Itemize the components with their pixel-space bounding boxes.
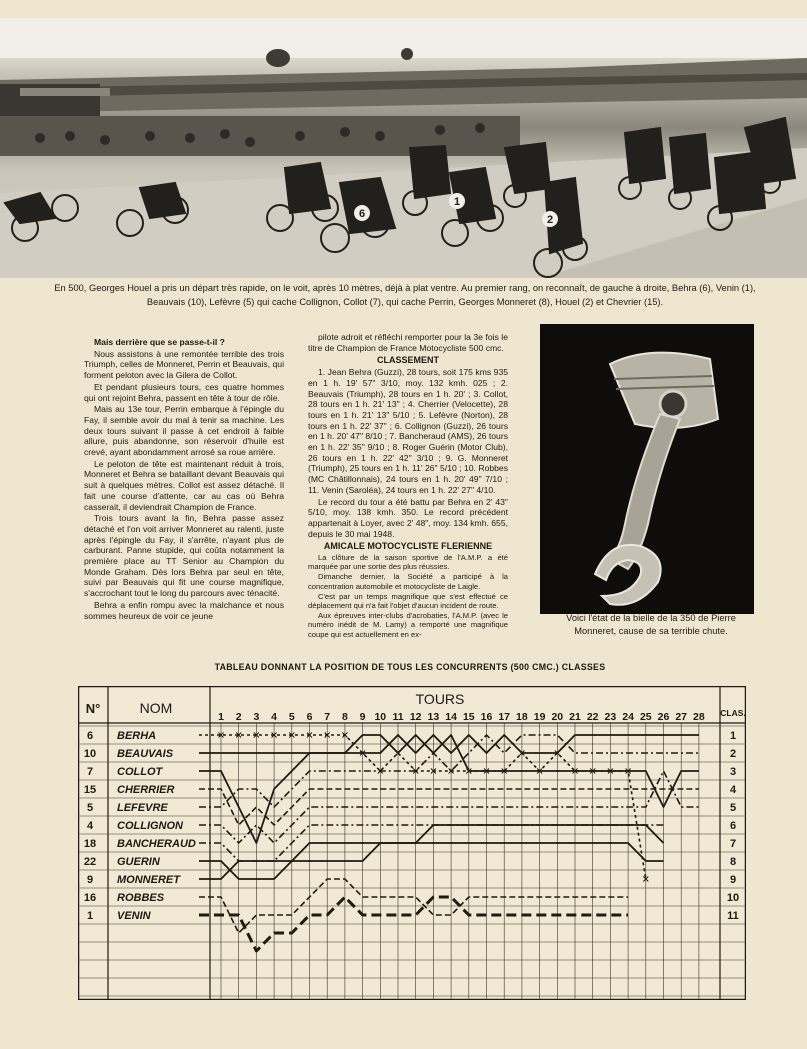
article-column-1 — [84, 337, 284, 622]
article-column-2 — [308, 332, 508, 640]
rider-final-position: 6 — [729, 820, 737, 832]
lap-tick-label: 5 — [288, 711, 295, 723]
lap-tick-label: 13 — [427, 711, 440, 723]
record-text: Le record du tour a été battu par Behra en 2' 43" 5/10, moy. 138 kmh. 350. Le record précédent appartenait à Loyer, avec 2' 48", moy. 134 kmh. 655, depuis le 30 mai 1948. — [308, 496, 508, 539]
header-classement: CLAS. — [720, 708, 746, 718]
bike-number-1: 1 — [453, 196, 461, 208]
connecting-rod-caption: Voici l'état de la bielle de la 350 de Pierre Monneret, cause de sa terrible chute. — [566, 613, 736, 636]
amicale-paragraph: La clôture de la saison sportive de l'A.M.P. a été marquée par une sortie des plus réussies. — [308, 553, 508, 572]
rider-number: 10 — [83, 748, 97, 760]
rider-final-position: 2 — [729, 748, 737, 760]
rider-name: BERHA — [117, 730, 157, 742]
lap-tick-label: 11 — [392, 711, 404, 723]
article-paragraph: Mais derrière que se passe-t-il ? — [94, 337, 225, 347]
article-paragraph: Mais au 13e tour, Perrin embarque à l'épingle du Fay, il semble avoir du mal à tenir sa machine. Les deux tours suivant il passe à cet endroit à faible allure, puis abandonne, son réservoir d'huile est crevé, ayant abondamment arrosé sa roue arrière. — [84, 404, 284, 458]
amicale-heading: AMICALE MOTOCYCLISTE FLERIENNE — [323, 541, 493, 552]
lap-tick-label: 22 — [586, 711, 599, 723]
rider-number: 9 — [86, 874, 94, 886]
bike-number-2: 2 — [546, 214, 554, 226]
rider-name: ROBBES — [117, 892, 165, 904]
rider-name: GUERIN — [117, 856, 160, 868]
lap-tick-label: 15 — [462, 711, 475, 723]
lap-tick-label: 8 — [341, 711, 348, 723]
lap-tick-label: 24 — [622, 711, 634, 723]
rider-name: COLLIGNON — [117, 820, 183, 832]
rider-name: CHERRIER — [117, 784, 175, 796]
article-paragraph: Le peloton de tête est maintenant réduit à trois, Monneret et Behra se bataillant devant Beauvais qui suit à quelques mètres. Collot est assez détaché. Il fait une course d'attente, car au cas où Behra casserait, il deviendrait Champion de France. — [84, 458, 284, 512]
lap-tick-label: 27 — [675, 711, 688, 723]
amicale-paragraph: Dimanche dernier, la Société a participé à la concentration automobile et motocycliste de Laigle. — [308, 572, 508, 591]
chart-title: TABLEAU DONNANT LA POSITION DE TOUS LES CONCURRENTS (500 CMC.) CLASSES — [214, 662, 606, 672]
photo-caption: En 500, Georges Houel a pris un départ très rapide, on le voit, après 10 mètres, déjà à plat ventre. Au premier rang, on reconnaît, de gauche à droite, Behra (6), Venin (1), Beauvais (10), Lefèvre (5) qui cache Collignon, Collot (7), qui cache Perrin, Georges Monneret (8), Houel (2) et Chevrier (15). — [54, 283, 756, 307]
lap-tick-label: 21 — [569, 711, 581, 723]
rider-number: 7 — [86, 766, 94, 778]
header-number: N° — [85, 701, 101, 716]
position-chart — [78, 686, 746, 1000]
lap-tick-label: 9 — [359, 711, 366, 723]
lap-tick-label: 12 — [409, 711, 422, 723]
rider-number: 4 — [86, 820, 94, 832]
rider-number: 5 — [86, 802, 94, 814]
rider-final-position: 7 — [729, 838, 737, 850]
article-paragraph: Behra a enfin rompu avec la malchance et nous sommes heureux de voir ce jeune — [84, 599, 284, 621]
race-start-photo — [0, 18, 807, 278]
rider-name: BEAUVAIS — [117, 748, 174, 760]
lap-tick-label: 14 — [445, 711, 457, 723]
article-paragraph: pilote adroit et réfléchi remporter pour la 3e fois le titre de Champion de France Motocycliste 500 cmc. — [308, 332, 508, 353]
rider-final-position: 8 — [729, 856, 737, 868]
rider-name: COLLOT — [117, 766, 163, 778]
header-laps: TOURS — [415, 691, 465, 707]
rider-final-position: 5 — [729, 802, 737, 814]
rider-final-position: 9 — [729, 874, 737, 886]
header-name: NOM — [139, 700, 173, 716]
lap-tick-label: 20 — [551, 711, 564, 723]
amicale-paragraph: Aux épreuves inter-clubs d'acrobaties, l'A.M.P. (avec le numéro inédit de M. Lamy) a remporté une magnifique coupe qui est actuellement en ex- — [308, 611, 508, 639]
lap-tick-label: 19 — [533, 711, 546, 723]
rider-number: 15 — [83, 784, 97, 796]
lap-tick-label: 6 — [306, 711, 313, 723]
lap-tick-label: 28 — [693, 711, 705, 723]
lap-tick-label: 26 — [657, 711, 670, 723]
rider-name: BANCHERAUD — [117, 838, 196, 850]
lap-tick-label: 23 — [604, 711, 617, 723]
amicale-paragraph: C'est par un temps magnifique que s'est effectué ce déplacement qui n'a fait l'objet d'aucun incident de route. — [308, 591, 508, 611]
lap-tick-label: 4 — [271, 711, 278, 723]
lap-tick-label: 7 — [324, 711, 331, 723]
lap-tick-label: 18 — [516, 711, 528, 723]
article-paragraph: Trois tours avant la fin, Behra passe assez détaché et l'on voit arriver Monneret au ralenti, juste après l'épingle du Fay, il s'arrête, n'ayant plus de carburant. Panne stupide, qui coûta notamment la première place au TT Senior au Champion du Monde Graham. Dès lors Behra par seul en tête, suivi par Beauvais qui fit une course magnifique, s'accrochant tout le long du parcours avec ténacité. — [84, 513, 284, 599]
rider-number: 22 — [83, 856, 97, 868]
rider-number: 1 — [86, 910, 94, 922]
connecting-rod-photo — [540, 324, 754, 614]
rider-name: LEFEVRE — [117, 802, 168, 814]
lap-tick-label: 2 — [235, 711, 242, 723]
lap-tick-label: 3 — [253, 711, 260, 723]
article-paragraph: Nous assistons à une remontée terrible des trois Triumph, celles de Monneret, Perrin et Beauvais, qui forment peloton avec la Gilera de Collot. — [84, 348, 284, 381]
rider-final-position: 3 — [729, 766, 737, 778]
rider-final-position: 11 — [727, 910, 739, 922]
rider-number: 18 — [83, 838, 97, 850]
rider-name: MONNERET — [117, 874, 180, 886]
lap-tick-label: 10 — [374, 711, 387, 723]
lap-tick-label: 25 — [639, 711, 652, 723]
lap-tick-label: 16 — [480, 711, 493, 723]
bike-number-6: 6 — [358, 208, 366, 220]
rider-final-position: 10 — [726, 892, 740, 904]
lap-tick-label: 1 — [218, 711, 224, 723]
lap-tick-label: 17 — [498, 711, 511, 723]
article-paragraph: Et pendant plusieurs tours, ces quatre hommes qui ont rejoint Behra, passent en tête à tour de rôle. — [84, 381, 284, 403]
amicale-note — [308, 553, 508, 639]
rider-number: 6 — [86, 730, 94, 742]
classement-heading: CLASSEMENT — [376, 355, 439, 366]
rider-final-position: 4 — [729, 784, 737, 796]
classement-text: 1. Jean Behra (Guzzi), 28 tours, soit 175 kms 935 en 1 h. 19' 57" 3/10, moy. 132 kmh. 025 ; 2. Beauvais (Triumph), 28 tours en 1 h. 20' ; 3. Collot, 28 tours en 1 h. 21' 13" ; 4. Cherrier (Velocette), 28 tours en 1 h. 21' 13" 5/10 ; 5. Lefèvre (Norton), 28 tours en 1 h. 22' 37" ; 6. Collignon (Guzzi), 26 tours en 1 h. 20' 47" 8/10 ; 7. Bancheraud (AMS), 26 tours en 1 h. 22' 35" 9/10 ; 8. Roger Guérin (Motor Club), 26 tours en 1 h. 22' 42" 3/10 ; 9. G. Monneret (Triumph), 25 tours en 1 h. 11' 26" 5/10 ; 10. Robbes (MC Châtillonnais), 24 tours en 1 h. 20' 49" 7/10 ; 11. Venin (Saroléa), 24 tours en 1 h. 22' 27" 4/10. — [308, 367, 508, 495]
rider-number: 16 — [83, 892, 97, 904]
rider-name: VENIN — [117, 910, 151, 922]
rider-final-position: 1 — [729, 730, 737, 742]
race-start-illustration — [0, 18, 807, 278]
connecting-rod-illustration — [540, 324, 754, 614]
